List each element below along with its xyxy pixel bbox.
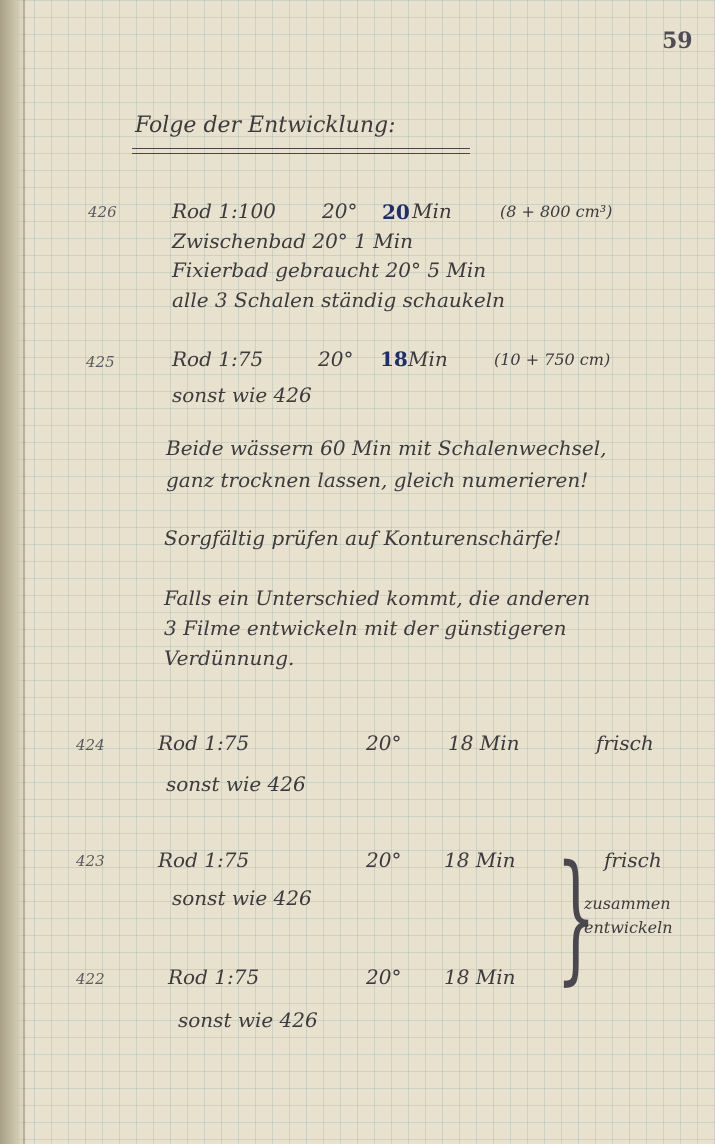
bracket-note-line: zusammen (584, 894, 671, 913)
temperature: 20° (366, 848, 402, 872)
instruction-line: ganz trocknen lassen, gleich numerieren! (166, 468, 589, 492)
development-time: 18 Min (444, 965, 516, 989)
entry-number: 422 (76, 970, 105, 988)
developer-dilution: Rod 1:75 (172, 347, 264, 371)
developer-dilution: Rod 1:100 (172, 199, 276, 223)
entry-line: Fixierbad gebraucht 20° 5 Min (172, 258, 487, 282)
title-underline (132, 148, 470, 149)
instruction-line: 3 Filme entwickeln mit der günstigeren (164, 616, 567, 640)
entry-number: 423 (76, 852, 105, 870)
instruction-line: Falls ein Unterschied kommt, die anderen (164, 586, 591, 610)
entry-line: sonst wie 426 (166, 772, 306, 796)
freshness-note: frisch (596, 731, 654, 755)
temperature: 20° (318, 347, 354, 371)
temperature: 20° (322, 199, 358, 223)
curly-bracket: } (556, 836, 597, 999)
bracket-note-line: frisch (604, 848, 662, 872)
entry-line: Zwischenbad 20° 1 Min (172, 229, 414, 253)
entry-line: sonst wie 426 (172, 886, 312, 910)
volume-note: (10 + 750 cm) (494, 350, 611, 369)
entry-line: sonst wie 426 (178, 1008, 318, 1032)
time-unit: Min (408, 347, 448, 371)
entry-line: sonst wie 426 (172, 383, 312, 407)
time-value: 20 (382, 200, 410, 224)
developer-dilution: Rod 1:75 (158, 731, 250, 755)
temperature: 20° (366, 731, 402, 755)
developer-dilution: Rod 1:75 (158, 848, 250, 872)
development-time: 18 Min (444, 848, 516, 872)
entry-number: 425 (86, 353, 115, 371)
entry-number: 426 (88, 203, 117, 221)
page-title: Folge der Entwicklung: (135, 113, 396, 138)
title-underline-second (132, 153, 470, 154)
margin-line (23, 0, 25, 1144)
instruction-line: Verdünnung. (164, 646, 295, 670)
page-number: 59 (662, 28, 693, 54)
volume-note: (8 + 800 cm³) (500, 202, 613, 221)
development-time: 18 Min (448, 731, 520, 755)
entry-line: alle 3 Schalen ständig schaukeln (172, 288, 506, 312)
time-value: 18 (380, 347, 408, 371)
instruction-line: Beide wässern 60 Min mit Schalenwechsel, (166, 436, 607, 460)
entry-number: 424 (76, 736, 105, 754)
time-unit: Min (412, 199, 452, 223)
developer-dilution: Rod 1:75 (168, 965, 260, 989)
instruction-line: Sorgfältig prüfen auf Konturenschärfe! (164, 526, 562, 550)
temperature: 20° (366, 965, 402, 989)
bracket-note-line: entwickeln (584, 918, 673, 937)
